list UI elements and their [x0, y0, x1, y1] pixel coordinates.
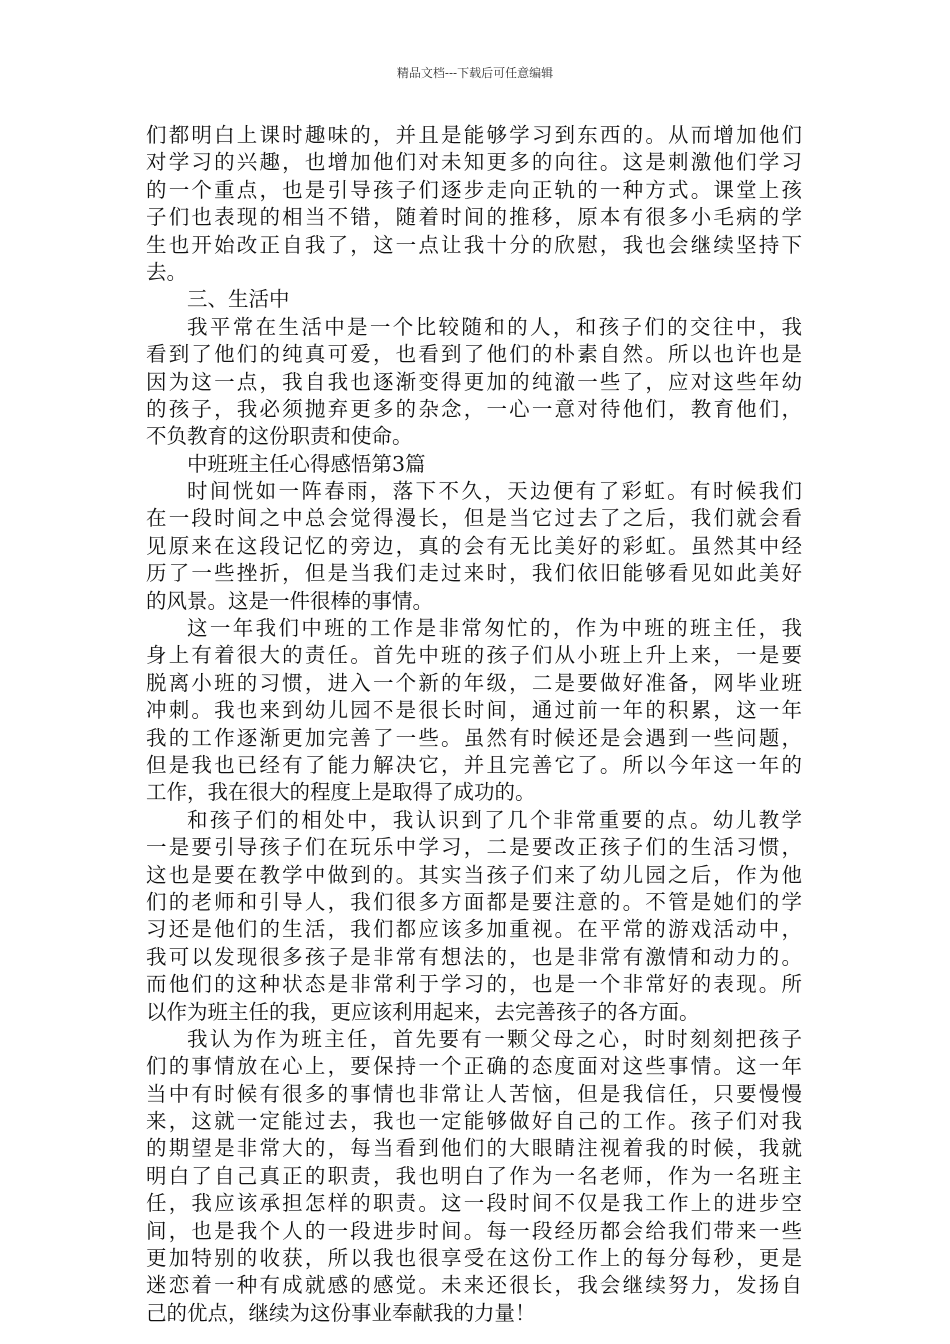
text-line: 这一年我们中班的工作是非常匆忙的，作为中班的班主任，我: [187, 616, 802, 641]
text-line: 中班班主任心得感悟第3篇: [187, 451, 426, 476]
paragraph: [146, 286, 802, 313]
text-line: 间，也是我个人的一段进步时间。每一段经历都会给我们带来一些: [146, 1218, 802, 1243]
text-line: 的风景。这是一件很棒的事情。: [146, 588, 433, 613]
text-line: 来，这就一定能过去，我也一定能够做好自己的工作。孩子们对我: [146, 1109, 802, 1134]
text-line: 工作，我在很大的程度上是取得了成功的。: [146, 780, 536, 805]
paragraph: [146, 807, 802, 1026]
text-line: 身上有着很大的责任。首先中班的孩子们从小班上升上来，一是要: [146, 643, 802, 668]
text-line: 任，我应该承担怎样的职责。这一段时间不仅是我工作上的进步空: [146, 1191, 802, 1216]
text-line: 时间恍如一阵春雨，落下不久，天边便有了彩虹。有时候我们: [187, 479, 802, 504]
text-line: 不负教育的这份职责和使命。: [146, 424, 413, 449]
text-line: 三、生活中: [187, 287, 290, 312]
text-line: 们的老师和引导人，我们很多方面都是要注意的。不管是她们的学: [146, 889, 802, 914]
paragraph: [146, 122, 802, 286]
text-line: 去。: [146, 259, 187, 284]
text-line: 见原来在这段记忆的旁边，真的会有无比美好的彩虹。虽然其中经: [146, 533, 802, 558]
text-line: 我认为作为班主任，首先要有一颗父母之心，时时刻刻把孩子: [187, 1026, 802, 1051]
paragraph: [146, 314, 802, 451]
text-line: 子们也表现的相当不错，随着时间的推移，原本有很多小毛病的学: [146, 205, 802, 230]
text-line: 以作为班主任的我，更应该利用起来，去完善孩子的各方面。: [146, 999, 700, 1024]
paragraph: [146, 451, 802, 478]
text-line: 们的事情放在心上，要保持一个正确的态度面对这些事情。这一年: [146, 1054, 802, 1079]
text-line: 生也开始改正自我了，这一点让我十分的欣慰，我也会继续坚持下: [146, 232, 802, 257]
text-line: 的期望是非常大的，每当看到他们的大眼睛注视着我的时候，我就: [146, 1136, 802, 1161]
paragraph: [146, 478, 802, 615]
text-line: 的一个重点，也是引导孩子们逐步走向正轨的一种方式。课堂上孩: [146, 177, 802, 202]
text-line: 的孩子，我必须抛弃更多的杂念，一心一意对待他们，教育他们，: [146, 396, 802, 421]
paragraph: [146, 615, 802, 807]
text-line: 在一段时间之中总会觉得漫长，但是当它过去了之后，我们就会看: [146, 506, 802, 531]
text-line: 迷恋着一种有成就感的感觉。未来还很长，我会继续努力，发扬自: [146, 1273, 802, 1298]
text-line: 看到了他们的纯真可爱，也看到了他们的朴素自然。所以也许也是: [146, 342, 802, 367]
text-line: 一是要引导孩子们在玩乐中学习，二是要改正孩子们的生活习惯，: [146, 835, 802, 860]
text-line: 们都明白上课时趣味的，并且是能够学习到东西的。从而增加他们: [146, 123, 802, 147]
text-line: 我可以发现很多孩子是非常有想法的，也是非常有激情和动力的。: [146, 944, 802, 969]
text-line: 我平常在生活中是一个比较随和的人，和孩子们的交往中，我: [187, 314, 802, 339]
text-line: 因为这一点，我自我也逐渐变得更加的纯澈一些了，应对这些年幼: [146, 369, 802, 394]
text-line: 更加特别的收获，所以我也很享受在这份工作上的每分每秒，更是: [146, 1246, 802, 1271]
text-line: 我的工作逐渐更加完善了一些。虽然有时候还是会遇到一些问题，: [146, 725, 802, 750]
paragraph: [146, 1026, 802, 1327]
text-line: 对学习的兴趣，也增加他们对未知更多的向往。这是刺激他们学习: [146, 150, 802, 175]
text-line: 但是我也已经有了能力解决它，并且完善它了。所以今年这一年的: [146, 752, 802, 777]
text-line: 当中有时候有很多的事情也非常让人苦恼，但是我信任，只要慢慢: [146, 1081, 802, 1106]
text-line: 冲刺。我也来到幼儿园不是很长时间，通过前一年的积累，这一年: [146, 698, 802, 723]
text-line: 和孩子们的相处中，我认识到了几个非常重要的点。幼儿教学: [187, 807, 802, 832]
text-line: 历了一些挫折，但是当我们走过来时，我们依旧能够看见如此美好: [146, 561, 802, 586]
text-line: 己的优点，继续为这份事业奉献我的力量！: [146, 1300, 536, 1325]
text-line: 脱离小班的习惯，进入一个新的年级，二是要做好准备，网毕业班: [146, 670, 802, 695]
page-header: 精品文档---下载后可任意编辑: [396, 66, 554, 80]
document-body: [146, 122, 802, 1327]
text-line: 这也是要在教学中做到的。其实当孩子们来了幼儿园之后，作为他: [146, 862, 802, 887]
text-line: 而他们的这种状态是非常利于学习的，也是一个非常好的表现。所: [146, 972, 802, 997]
text-line: 明白了自己真正的职责，我也明白了作为一名老师，作为一名班主: [146, 1163, 802, 1188]
text-line: 习还是他们的生活，我们都应该多加重视。在平常的游戏活动中，: [146, 917, 802, 942]
